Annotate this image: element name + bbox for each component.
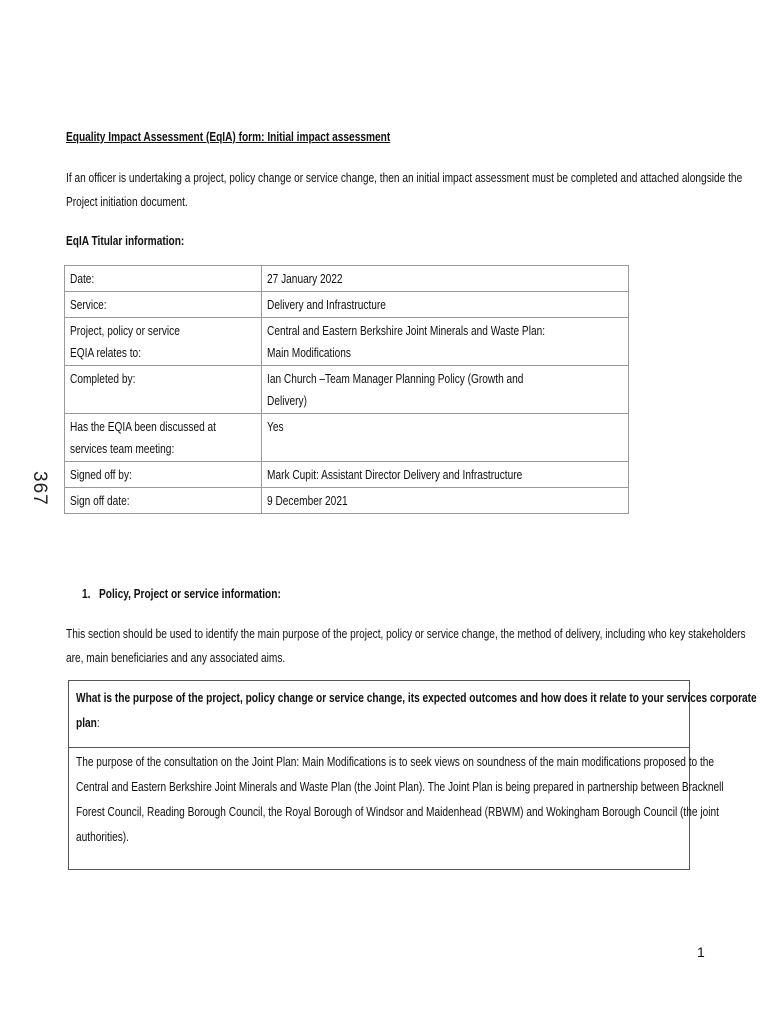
side-page-number: 367 — [29, 471, 50, 506]
section-1-desc-line-1: This section should be used to identify the main purpose of the project, policy or service change, the method of delivery, including who key stakeholders — [66, 626, 746, 641]
row-label: Project, policy or service EQIA relates to: — [65, 318, 262, 366]
purpose-answer-line: Central and Eastern Berkshire Joint Minerals and Waste Plan (the Joint Plan). The Joint Plan is being prepared in partnership between Bracknell — [76, 779, 724, 794]
titular-heading: EqIA Titular information: — [66, 233, 185, 248]
table-row — [65, 318, 629, 366]
purpose-question-line-1: What is the purpose of the project, policy change or service change, its expected outcomes and how does it relate to your services corporate — [76, 690, 757, 705]
table-row — [65, 462, 629, 488]
row-label: Service: — [65, 292, 262, 318]
row-value: 9 December 2021 — [262, 488, 628, 514]
row-label: Signed off by: — [65, 462, 262, 488]
page-number: 1 — [697, 944, 705, 960]
row-value: Mark Cupit: Assistant Director Delivery and Infrastructure — [262, 462, 628, 488]
row-value: Central and Eastern Berkshire Joint Minerals and Waste Plan: Main Modifications — [262, 318, 628, 366]
table-row — [65, 366, 629, 414]
row-label: Has the EQIA been discussed at services team meeting: — [65, 414, 262, 462]
purpose-answer-line: authorities). — [76, 829, 129, 844]
purpose-question-line-2: plan: — [76, 715, 100, 730]
purpose-answer-line: The purpose of the consultation on the Joint Plan: Main Modifications is to seek views on soundness of the main modifications proposed to the — [76, 754, 715, 769]
section-1-heading: 1. Policy, Project or service information: — [82, 586, 281, 601]
purpose-answer-line: Forest Council, Reading Borough Council, the Royal Borough of Windsor and Maidenhead (RBWM) and Wokingham Borough Council (the joint — [76, 804, 719, 819]
table-row — [65, 292, 629, 318]
row-label: Completed by: — [65, 366, 262, 414]
section-1-desc-line-2: are, main beneficiaries and any associated aims. — [66, 650, 286, 665]
purpose-table — [68, 680, 757, 870]
table-row — [65, 414, 629, 462]
row-label: Date: — [65, 266, 262, 292]
row-value: Delivery and Infrastructure — [262, 292, 628, 318]
intro-line-1: If an officer is undertaking a project, policy change or service change, then an initial impact assessment must be completed and attached alongside the — [66, 170, 743, 185]
table-row — [65, 266, 629, 292]
intro-line-2: Project initiation document. — [66, 194, 188, 209]
row-value: 27 January 2022 — [262, 266, 628, 292]
purpose-question-cell — [69, 681, 757, 748]
table-row — [65, 488, 629, 514]
row-value: Ian Church –Team Manager Planning Policy (Growth and Delivery) — [262, 366, 628, 414]
row-label: Sign off date: — [65, 488, 262, 514]
titular-info-table — [64, 265, 629, 514]
form-heading: Equality Impact Assessment (EqIA) form: Initial impact assessment — [66, 129, 391, 144]
row-value: Yes — [262, 414, 628, 462]
